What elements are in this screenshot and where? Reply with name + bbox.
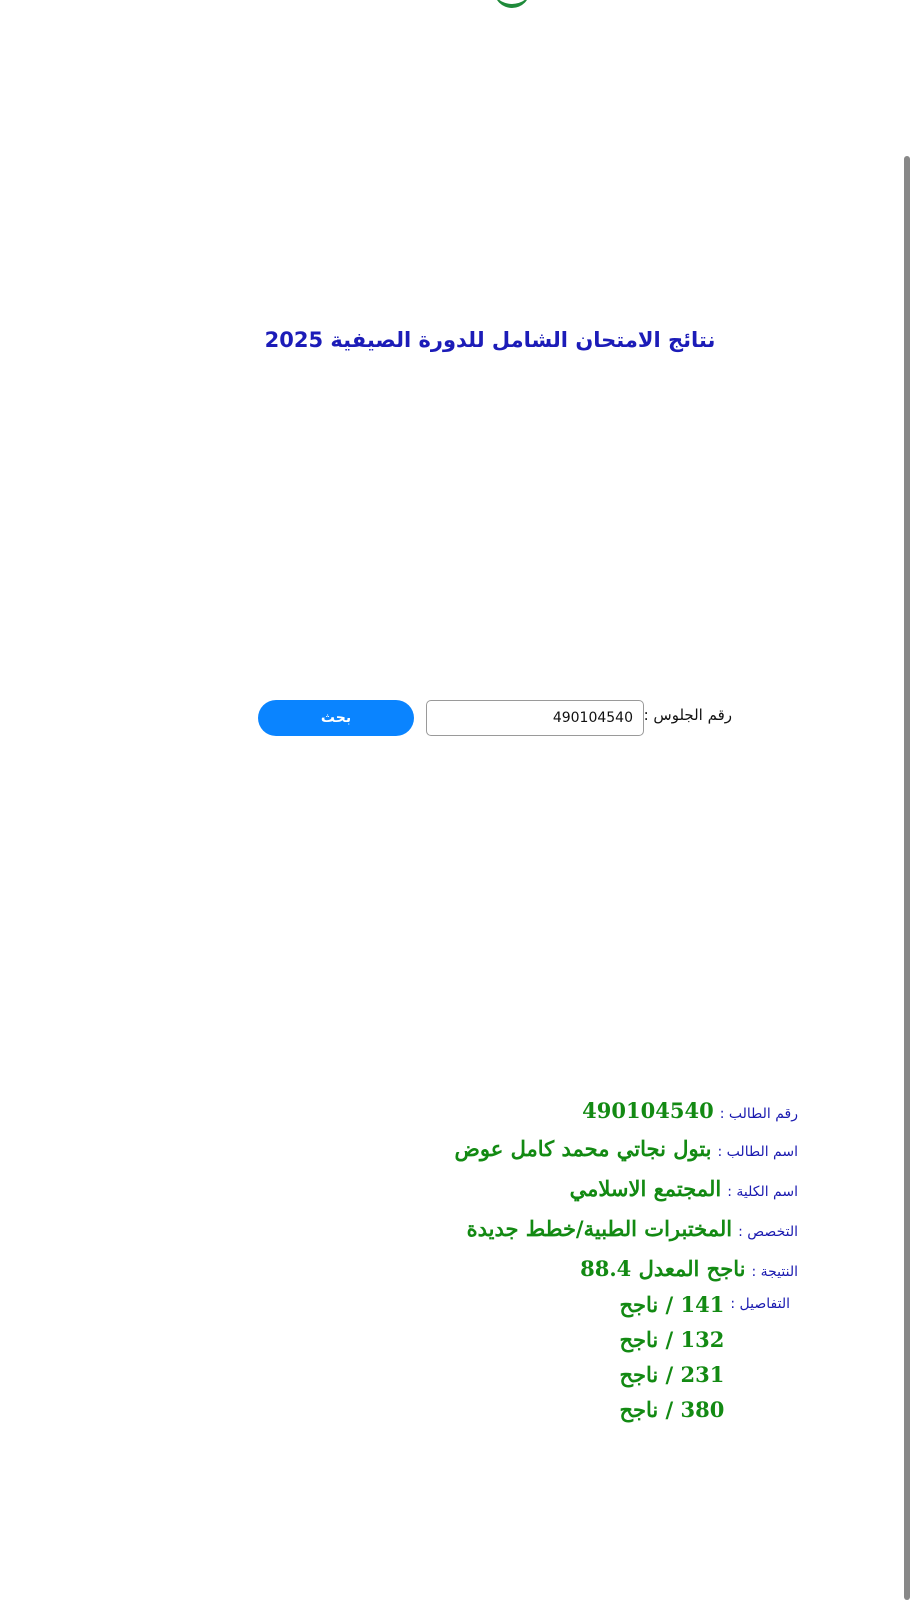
student-name-value: بتول نجاتي محمد كامل عوض <box>454 1136 712 1161</box>
major-row <box>455 1216 798 1256</box>
page-title: نتائج الامتحان الشامل للدورة الصيفية 2025 <box>264 328 716 352</box>
seat-number-label: رقم الجلوس : <box>643 706 732 724</box>
logo-icon <box>494 0 530 8</box>
outcome-label: النتيجة : <box>751 1264 798 1280</box>
outcome-value: ناجح المعدل 88.4 <box>580 1256 746 1281</box>
college-row <box>455 1176 798 1216</box>
details-item: 132 / ناجح <box>619 1327 725 1352</box>
details-item: 380 / ناجح <box>619 1397 725 1422</box>
details-label: التفاصيل : <box>730 1296 790 1312</box>
student-number-value: 490104540 <box>582 1098 714 1123</box>
details-item: 141 / ناجح <box>619 1292 725 1317</box>
major-value: المختبرات الطبية/خطط جديدة <box>466 1216 733 1241</box>
outcome-row <box>455 1256 798 1292</box>
student-name-row <box>455 1136 798 1176</box>
major-label: التخصص : <box>738 1224 798 1240</box>
scrollbar[interactable] <box>904 156 910 1600</box>
result-panel <box>455 1098 798 1432</box>
student-number-label: رقم الطالب : <box>719 1106 798 1122</box>
details-list <box>619 1292 724 1432</box>
details-row <box>455 1292 798 1432</box>
student-number-row <box>455 1098 798 1136</box>
college-label: اسم الكلية : <box>727 1184 798 1200</box>
seat-number-input[interactable] <box>426 700 644 736</box>
student-name-label: اسم الطالب : <box>717 1144 798 1160</box>
search-button[interactable]: بحث <box>258 700 414 736</box>
details-item: 231 / ناجح <box>619 1362 725 1387</box>
college-value: المجتمع الاسلامي <box>569 1176 722 1201</box>
